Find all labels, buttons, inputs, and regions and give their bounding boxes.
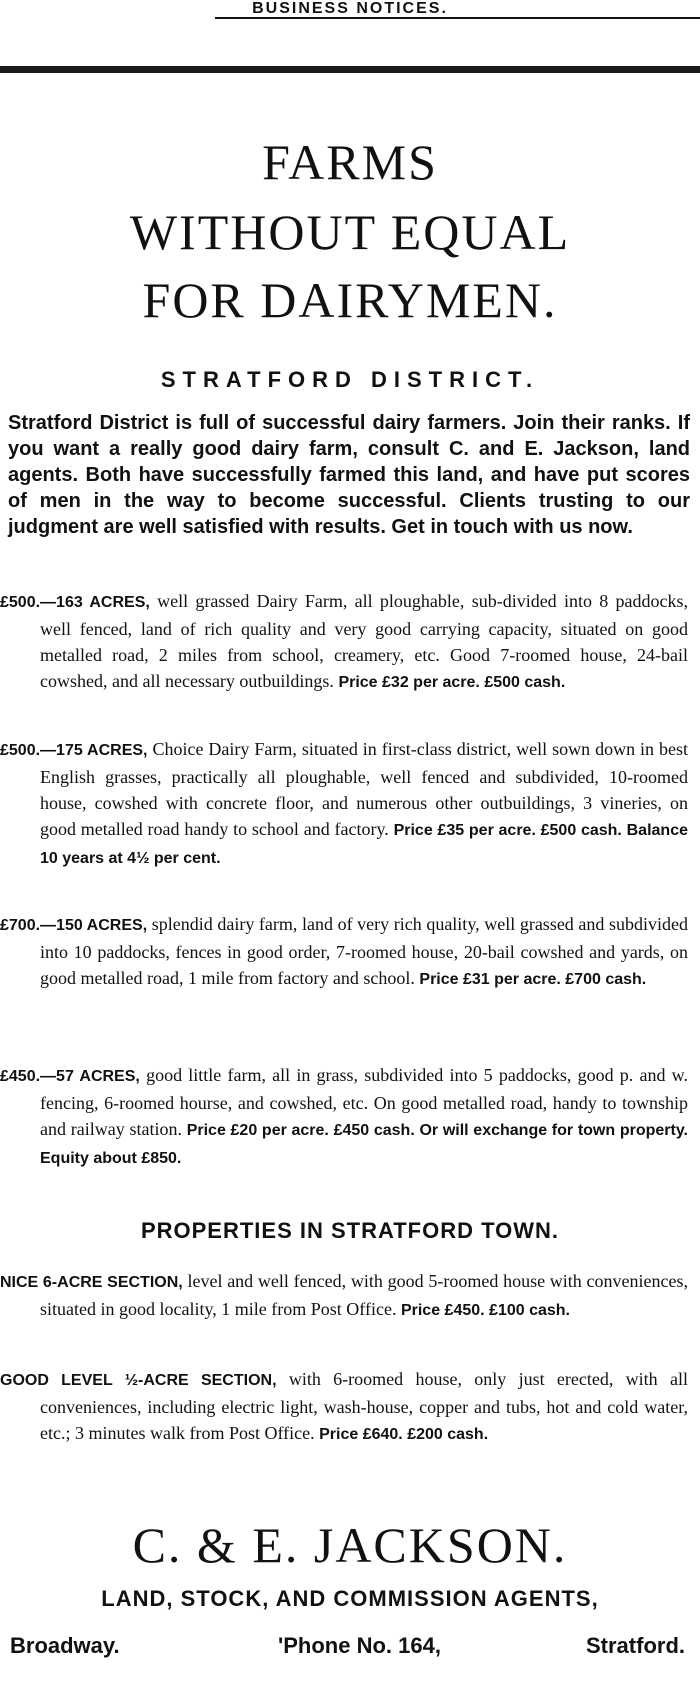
header-rule — [215, 17, 700, 19]
listing-price: Price £32 per acre. £500 cash. — [338, 674, 566, 691]
firm-subtitle: LAND, STOCK, AND COMMISSION AGENTS, — [101, 1586, 599, 1611]
district-heading: STRATFORD DISTRICT. — [160, 367, 540, 392]
farm-listing — [0, 911, 688, 993]
town-properties-heading: PROPERTIES IN STRATFORD TOWN. — [140, 1218, 560, 1243]
intro-paragraph: Stratford District is full of successful dairy farmers. Join their ranks. If you want a really good dairy farm, consult C. and E. Jackson, land agents. Both have successfully farmed this land, and have put scores of men in the way to become successful. Clients trusting to our judgment are well satisfied with results. Get in touch with us now. — [8, 412, 690, 538]
listing-lead: £500.—175 ACRES, — [0, 742, 148, 759]
listing-lead: £700.—150 ACRES, — [0, 917, 148, 934]
listing-body: splendid dairy farm, land of very rich quality, well grassed and subdivided into 10 paddocks, fences in good order, 7-roomed house, 20-bail cowshed and yards, on good metalled road, 1 mile from factory and school. — [40, 914, 688, 988]
farm-listing — [0, 1062, 689, 1172]
town-listing — [0, 1366, 688, 1448]
listing-price: Price £31 per acre. £700 cash. — [419, 971, 647, 988]
listing-lead: NICE 6-ACRE SECTION, — [0, 1274, 183, 1291]
column-rule — [0, 66, 700, 73]
town-listing — [0, 1268, 688, 1324]
listing-body: with 6-roomed house, only just erected, with all conveniences, including electric light, wash-house, copper and tubs, hot and cold water, etc.; 3 minutes walk from Post Office. — [40, 1369, 688, 1443]
listing-price: Price £450. £100 cash. — [400, 1302, 570, 1319]
farm-listing — [0, 588, 688, 696]
listing-body: level and well fenced, with good 5-roomed house with conveniences, situated in good locality, 1 mile from Post Office. — [40, 1271, 688, 1319]
listing-body: good little farm, all in grass, subdivided into 5 paddocks, good p. and w. fencing, 6-roomed hourse, and cowshed, etc. On good metalled road, handy to township and railway station. — [40, 1065, 689, 1139]
listing-body: well grassed Dairy Farm, all ploughable, sub-divided into 8 paddocks, well fenced, land of rich quality and very good carrying capacity, situated on good metalled road, 2 miles from school, creamery, etc. Good 7-roomed house, 24-bail cowshed, and all necessary outbuildings. — [40, 591, 688, 691]
running-head: BUSINESS NOTICES. — [252, 0, 448, 17]
listing-lead: GOOD LEVEL ½-ACRE SECTION, — [0, 1372, 277, 1389]
listing-lead: £500.—163 ACRES, — [0, 594, 150, 611]
listing-lead: £450.—57 ACRES, — [0, 1068, 140, 1085]
listing-price: Price £35 per acre. £500 cash. Balance 10 years at 4½ per cent. — [40, 822, 688, 867]
headline-line-1: FARMS — [262, 134, 438, 190]
footer-street: Broadway. — [10, 1633, 120, 1658]
listing-price: Price £20 per acre. £450 cash. Or will exchange for town property. Equity about £850. — [40, 1122, 688, 1167]
listing-body: Choice Dairy Farm, situated in first-class district, well sown down in best English grasses, practically all ploughable, well fenced and subdivided, 10-roomed house, cowshed with concrete floor, and numerous other outbuildings, 3 vineries, on good metalled road handy to school and factory. — [40, 739, 688, 839]
headline-line-3: FOR DAIRYMEN. — [142, 272, 558, 328]
footer-phone: 'Phone No. 164, — [278, 1633, 441, 1658]
firm-name: C. & E. JACKSON. — [132, 1517, 568, 1573]
footer-town: Stratford. — [586, 1633, 685, 1658]
farm-listing — [0, 736, 688, 872]
headline-line-2: WITHOUT EQUAL — [129, 204, 571, 260]
listing-price: Price £640. £200 cash. — [319, 1426, 489, 1443]
